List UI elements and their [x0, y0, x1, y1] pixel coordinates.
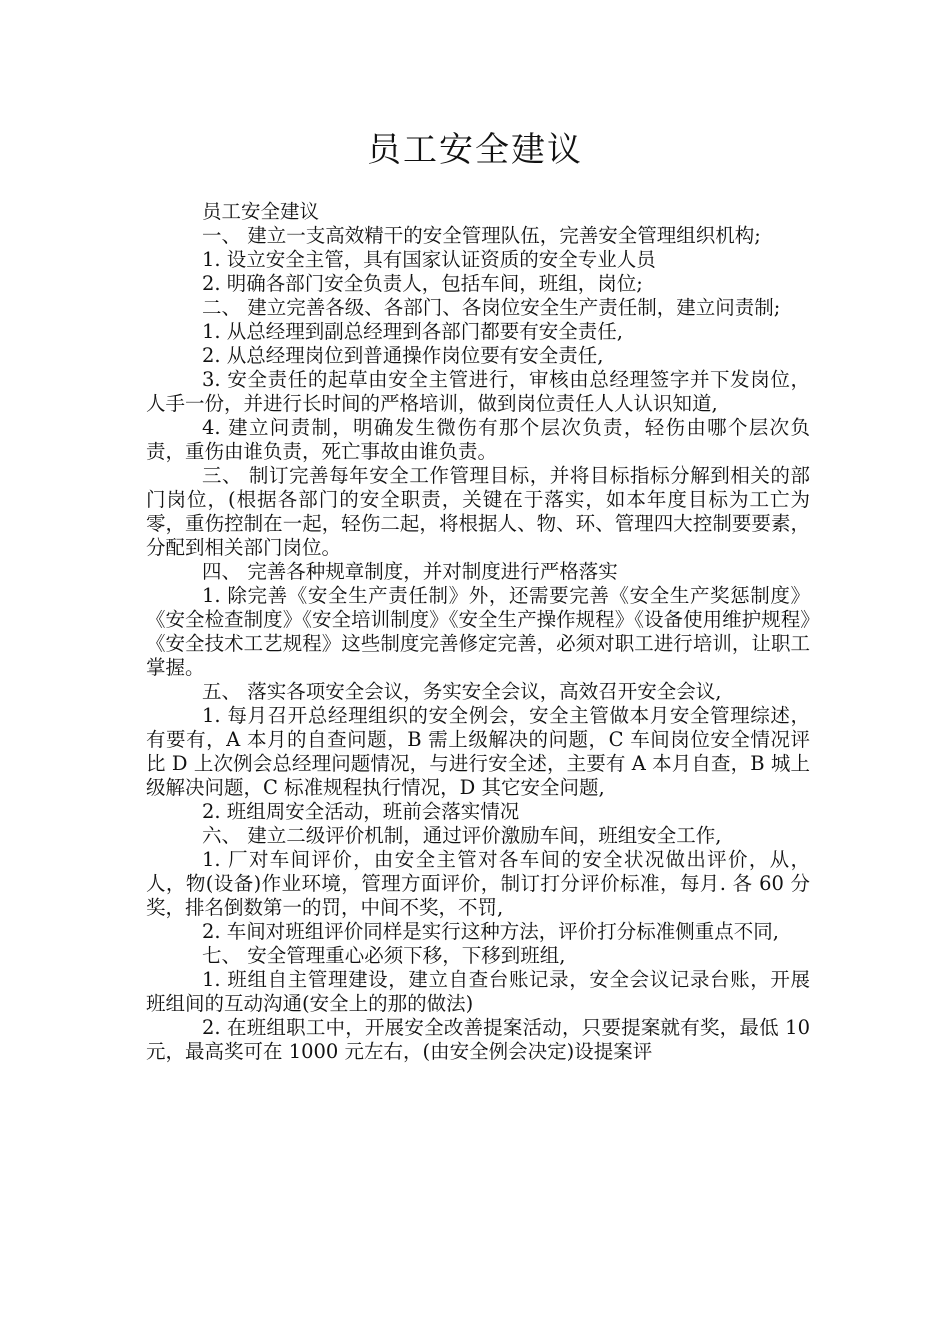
paragraph-item-7-2: 2. 在班组职工中，开展安全改善提案活动，只要提案就有奖，最低 10 元，最高奖可在 1000 元左右，(由安全例会决定)设提案评 [146, 1016, 810, 1063]
paragraph-item-1-2: 2. 明确各部门安全负责人，包括车间，班组，岗位; [202, 272, 643, 295]
paragraph-item-2-3: 3. 安全责任的起草由安全主管进行，审核由总经理签字并下发岗位，人手一份，并进行长时间的严格培训，做到岗位责任人人认识知道, [146, 368, 810, 415]
paragraph-subtitle: 员工安全建议 [202, 200, 320, 223]
paragraph-item-6-2: 2. 车间对班组评价同样是实行这种方法，评价打分标准侧重点不同, [202, 920, 780, 943]
paragraph-item-5-2: 2. 班组周安全活动，班前会落实情况 [202, 800, 520, 823]
paragraph-section-6: 六、 建立二级评价机制，通过评价激励车间，班组安全工作, [202, 824, 722, 847]
paragraph-section-1: 一、 建立一支高效精干的安全管理队伍，完善安全管理组织机构; [202, 224, 761, 247]
paragraph-item-2-2: 2. 从总经理岗位到普通操作岗位要有安全责任, [202, 344, 604, 367]
paragraph-item-2-1: 1. 从总经理到副总经理到各部门都要有安全责任, [202, 320, 624, 343]
document-title: 员工安全建议 [367, 130, 583, 170]
paragraph-section-2: 二、 建立完善各级、各部门、各岗位安全生产责任制，建立问责制; [202, 296, 781, 319]
paragraph-item-6-1: 1. 厂对车间评价，由安全主管对各车间的安全状况做出评价，从，人，物(设备)作业环境，管理方面评价，制订打分评价标准，每月. 各 60 分奖，排名倒数第一的罚，中间不奖，不罚, [146, 848, 810, 919]
paragraph-item-1-1: 1. 设立安全主管，具有国家认证资质的安全专业人员 [202, 248, 656, 271]
paragraph-item-5-1: 1. 每月召开总经理组织的安全例会，安全主管做本月安全管理综述，有要有，A 本月的自查问题，B 需上级解决的问题，C 车间岗位安全情况评比 D 上次例会总经理问题情况，与进行安全述，主要有 A 本月自查，B 城上级解决问题，C 标准规程执行情况，D 其它安全问题, [146, 704, 810, 799]
paragraph-item-4-1: 1. 除完善《安全生产责任制》外，还需要完善《安全生产奖惩制度》《安全检查制度》《安全培训制度》《安全生产操作规程》《设备使用维护规程》《安全技术工艺规程》这些制度完善修定完善，必须对职工进行培训，让职工掌握。 [146, 584, 810, 679]
document-body [146, 200, 810, 1064]
paragraph-item-2-4: 4. 建立问责制，明确发生微伤有那个层次负责，轻伤由哪个层次负责，重伤由谁负责，死亡事故由谁负责。 [146, 416, 810, 463]
paragraph-section-5: 五、 落实各项安全会议，务实安全会议，高效召开安全会议, [202, 680, 722, 703]
paragraph-section-4: 四、 完善各种规章制度，并对制度进行严格落实 [202, 560, 618, 583]
paragraph-section-3: 三、 制订完善每年安全工作管理目标，并将目标指标分解到相关的部门岗位，(根据各部门的安全职责，关键在于落实，如本年度目标为工亡为零，重伤控制在一起，轻伤二起，将根据人、物、环、管理四大控制要要素，分配到相关部门岗位。 [146, 464, 810, 559]
paragraph-item-7-1: 1. 班组自主管理建设，建立自查台账记录，安全会议记录台账，开展班组间的互动沟通(安全上的那的做法) [146, 968, 810, 1015]
paragraph-section-7: 七、 安全管理重心必须下移，下移到班组, [202, 944, 566, 967]
